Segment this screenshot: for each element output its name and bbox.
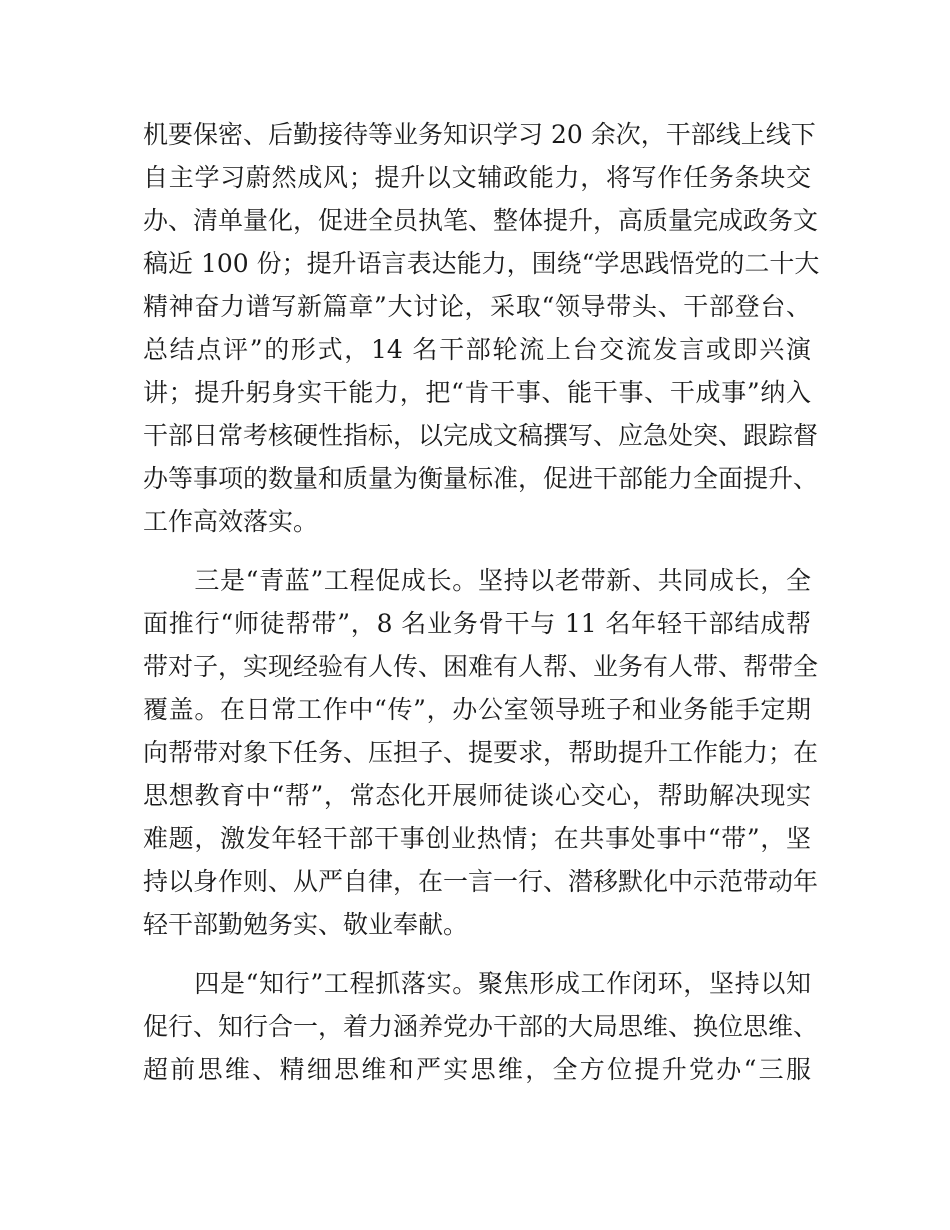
text-line: 促行、知行合一，着力涵养党办干部的大局思维、换位思维、	[143, 1012, 819, 1041]
text-line: 稿近 100 份；提升语言表达能力，围绕“学思践悟党的二十大	[143, 249, 820, 278]
text-line: 干部日常考核硬性指标，以完成文稿撰写、应急处突、跟踪督	[143, 421, 819, 450]
text-line: 办、清单量化，促进全员执笔、整体提升，高质量完成政务文	[143, 206, 819, 235]
text-line: 机要保密、后勤接待等业务知识学习 20 余次，干部线上线下	[143, 120, 816, 149]
text-line: 工作高效落实。	[143, 507, 319, 536]
text-line: 自主学习蔚然成风；提升以文辅政能力，将写作任务条块交	[143, 163, 811, 192]
paragraph-continuation	[143, 113, 820, 543]
text-line: 带对子，实现经验有人传、困难有人帮、业务有人带、帮带全	[143, 652, 819, 681]
text-line: 难题，激发年轻干部干事创业热情；在共事处事中“带”，坚	[143, 824, 811, 853]
text-line: 讲；提升躬身实干能力，把“肯干事、能干事、干成事”纳入	[143, 378, 811, 407]
text-line: 总结点评”的形式，14 名干部轮流上台交流发言或即兴演	[143, 335, 811, 364]
text-line: 面推行“师徒帮带”，8 名业务骨干与 11 名年轻干部结成帮	[143, 609, 811, 638]
text-line: 超前思维、精细思维和严实思维，全方位提升党办“三服	[143, 1055, 811, 1084]
text-line: 持以身作则、从严自律，在一言一行、潜移默化中示范带动年	[143, 867, 819, 896]
text-line: 精神奋力谱写新篇章”大讨论，采取“领导带头、干部登台、	[143, 292, 811, 321]
text-line: 覆盖。在日常工作中“传”，办公室领导班子和业务能手定期	[143, 695, 811, 724]
text-line: 思想教育中“帮”，常态化开展师徒谈心交心，帮助解决现实	[143, 781, 811, 810]
text-line: 三是“青蓝”工程促成长。坚持以老带新、共同成长，全	[143, 566, 811, 595]
paragraph-spacing	[143, 946, 811, 962]
paragraph-qinglan	[143, 559, 819, 946]
text-line: 轻干部勤勉务实、敬业奉献。	[143, 910, 469, 939]
document-body	[143, 113, 820, 1091]
text-line: 办等事项的数量和质量为衡量标准，促进干部能力全面提升、	[143, 464, 819, 493]
text-line: 向帮带对象下任务、压担子、提要求，帮助提升工作能力；在	[143, 738, 819, 767]
paragraph-zhixing	[143, 962, 819, 1091]
paragraph-spacing	[143, 543, 811, 559]
text-line: 四是“知行”工程抓落实。聚焦形成工作闭环，坚持以知	[143, 969, 811, 998]
